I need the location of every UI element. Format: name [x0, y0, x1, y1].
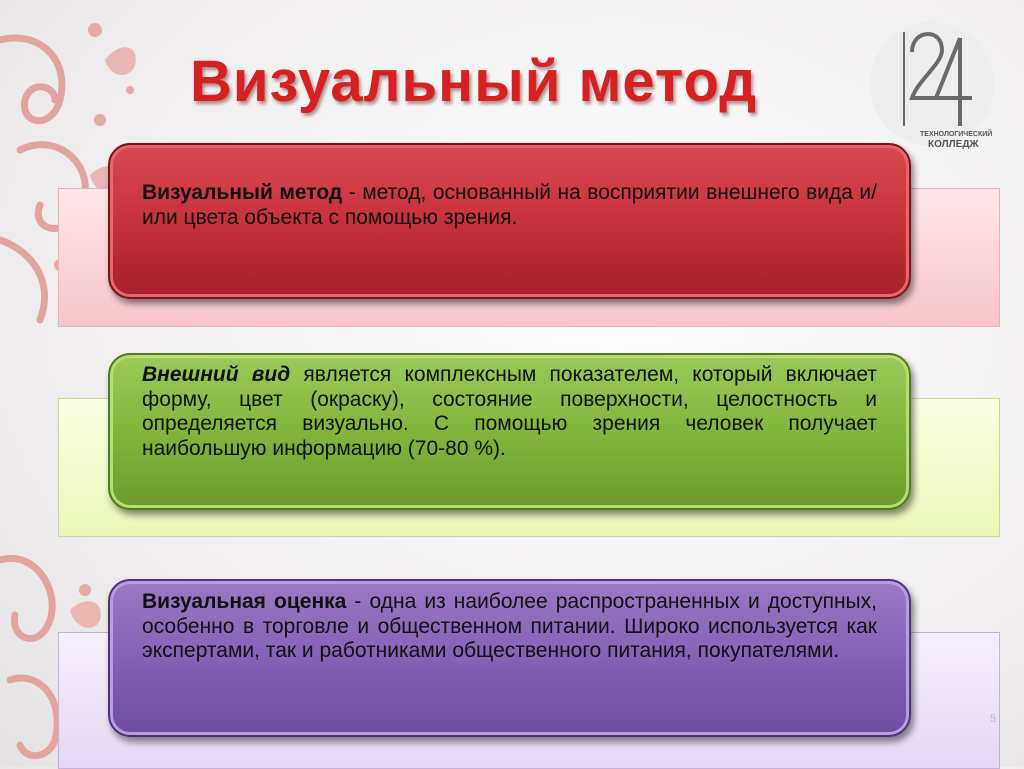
definition-card-appearance [108, 353, 911, 510]
definition-card-visual-method [108, 143, 911, 299]
term-visual-assessment: Визуальная оценка [142, 590, 347, 613]
definition-text: - метод, основанный на восприятии внешнего вида и/или цвета объекта с помощью зрения. [142, 181, 877, 229]
term-appearance: Внешний вид [142, 363, 291, 386]
slide-title: Визуальный метод [190, 49, 758, 114]
logo-text-line1: ТЕХНОЛОГИЧЕСКИЙ [920, 131, 993, 138]
college-logo [868, 14, 996, 154]
term-visual-method: Визуальный метод [142, 181, 343, 204]
definition-card-visual-assessment [108, 579, 911, 737]
slide-number: 5 [990, 713, 997, 725]
definition-text: является комплексным показателем, который включает форму, цвет (окраску), состояние поверхности, целостность и определяется визуально. С помощью зрения человек получает наибольшую информацию (70-80 %). [142, 363, 877, 460]
definition-text: - одна из наиболее распространенных и доступных, особенно в торговле и общественном питании. Широко используется как экспертами, так и работниками общественного питания, покупателями. [142, 590, 877, 662]
logo-text-line2: КОЛЛЕДЖ [928, 139, 979, 150]
